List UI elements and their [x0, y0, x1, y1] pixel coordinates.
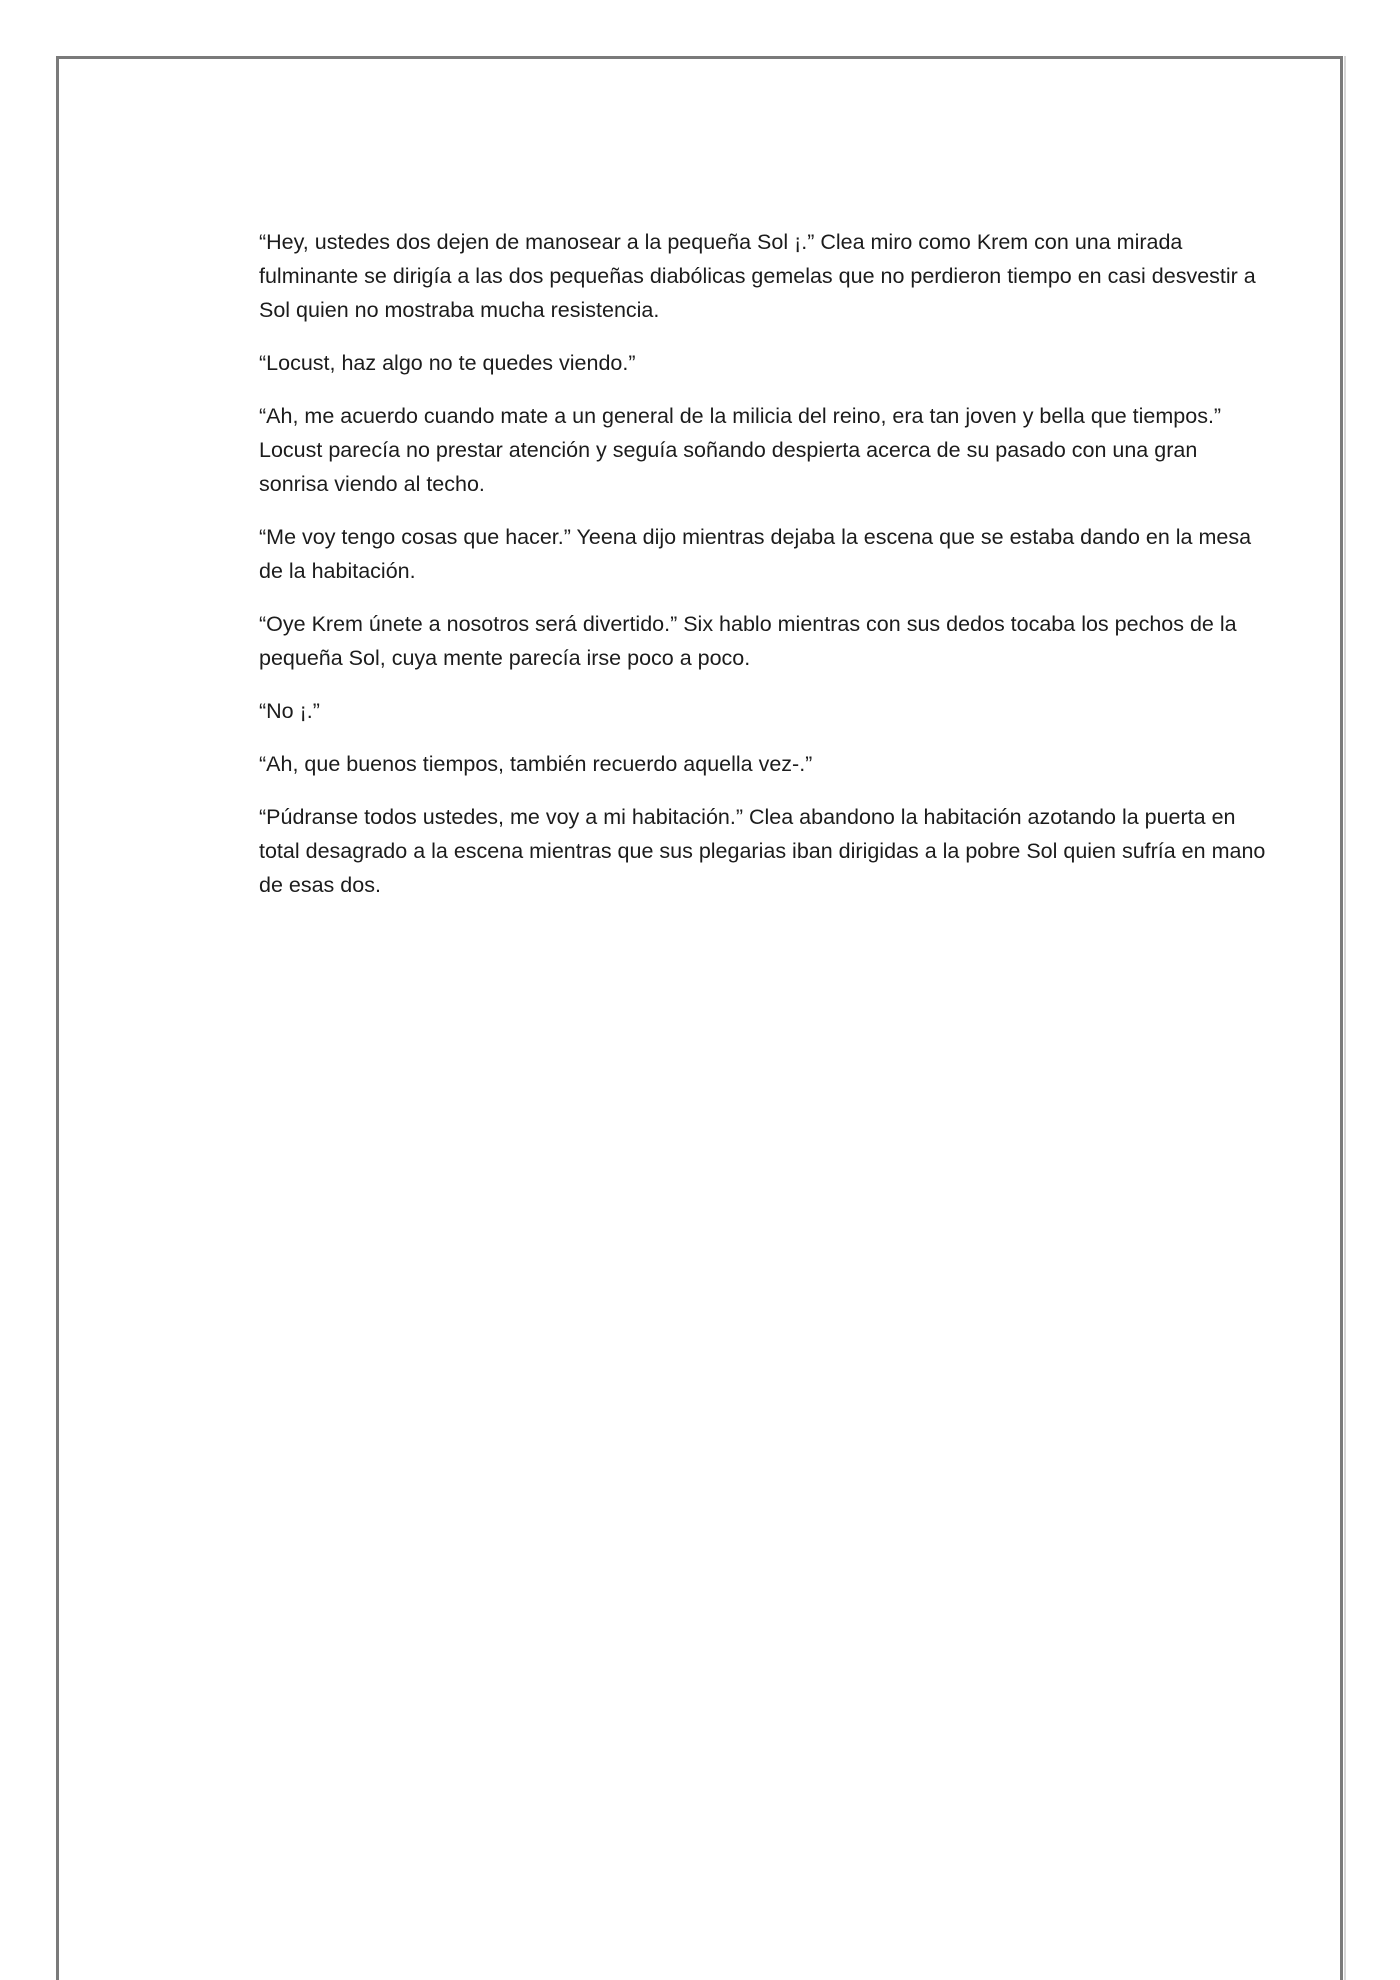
paragraph-7: “Ah, que buenos tiempos, también recuerdo aquella vez-.”: [259, 752, 813, 776]
paragraph-6: “No ¡.”: [259, 699, 320, 723]
document-page: [56, 56, 1343, 1980]
paragraph-4: “Me voy tengo cosas que hacer.” Yeena dijo mientras dejaba la escena que se estaba dando en la mesa de la habitación.: [259, 525, 1252, 583]
paragraph-2: “Locust, haz algo no te quedes viendo.”: [259, 351, 636, 375]
paragraph-1: “Hey, ustedes dos dejen de manosear a la pequeña Sol ¡.” Clea miro como Krem con una mirada fulminante se dirigía a las dos pequeñas diabólicas gemelas que no perdieron tiempo en casi desvestir a Sol quien no mostraba mucha resistencia.: [259, 230, 1256, 322]
paragraph-8: “Púdranse todos ustedes, me voy a mi habitación.” Clea abandono la habitación azotando la puerta en total desagrado a la escena mientras que sus plegarias iban dirigidas a la pobre Sol quien sufría en mano de esas dos.: [259, 805, 1266, 897]
paragraph-5: “Oye Krem únete a nosotros será divertido.” Six hablo mientras con sus dedos tocaba los pechos de la pequeña Sol, cuya mente parecía irse poco a poco.: [259, 612, 1237, 670]
paragraph-3: “Ah, me acuerdo cuando mate a un general de la milicia del reino, era tan joven y bella que tiempos.” Locust parecía no prestar atención y seguía soñando despierta acerca de su pasado con una gran sonrisa viendo al techo.: [259, 404, 1222, 496]
document-body: [259, 225, 1269, 921]
